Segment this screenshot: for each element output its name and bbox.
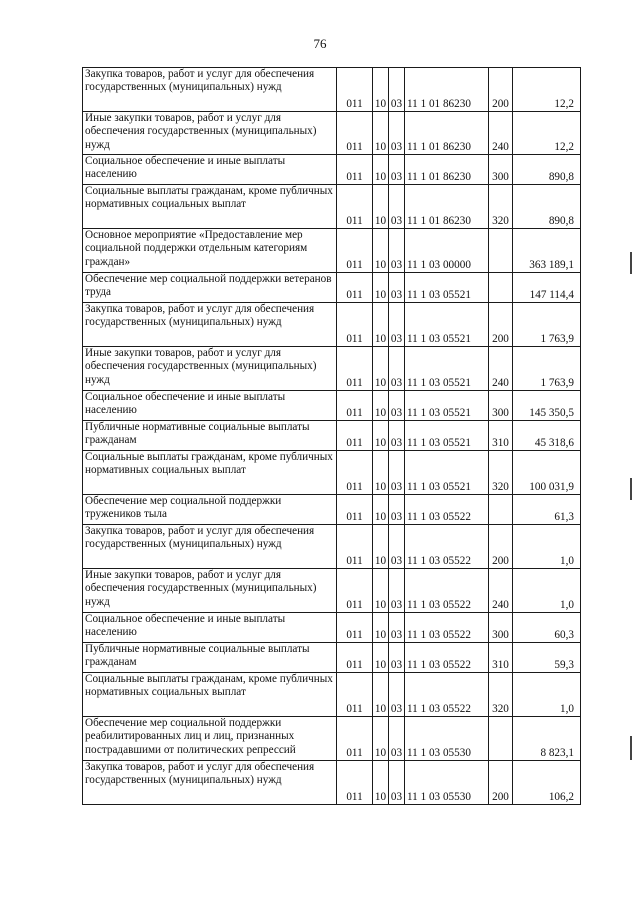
row-vr: 300	[489, 391, 513, 421]
row-vr: 200	[489, 525, 513, 569]
row-cs: 11 1 03 05521	[405, 391, 489, 421]
row-ved: 011	[337, 495, 373, 525]
row-rz: 10	[373, 613, 389, 643]
row-ved: 011	[337, 229, 373, 273]
row-sum: 12,2	[513, 112, 581, 155]
row-name	[83, 273, 337, 303]
table-row	[83, 613, 581, 643]
row-name	[83, 229, 337, 273]
row-name	[83, 569, 337, 613]
row-cs: 11 1 03 05530	[405, 717, 489, 761]
table-row	[83, 391, 581, 421]
row-ved: 011	[337, 155, 373, 185]
row-ved: 011	[337, 643, 373, 673]
row-vr	[489, 495, 513, 525]
row-rz: 10	[373, 68, 389, 112]
row-vr: 240	[489, 347, 513, 391]
row-rz: 10	[373, 347, 389, 391]
row-name-text: Социальные выплаты гражданам, кроме публичных нормативных социальных выплат	[85, 451, 333, 477]
table-row	[83, 421, 581, 451]
row-cs: 11 1 03 05522	[405, 673, 489, 717]
row-name-text: Социальное обеспечение и иные выплаты населению	[85, 155, 286, 181]
row-sum: 45 318,6	[513, 421, 581, 451]
table-row	[83, 185, 581, 229]
row-rz: 10	[373, 569, 389, 613]
row-sum: 1 763,9	[513, 347, 581, 391]
row-sum: 1,0	[513, 673, 581, 717]
row-pr: 03	[389, 303, 405, 347]
row-vr	[489, 717, 513, 761]
row-ved: 011	[337, 391, 373, 421]
row-cs: 11 1 03 05522	[405, 525, 489, 569]
scan-edge-mark	[630, 736, 632, 760]
row-cs: 11 1 03 05522	[405, 613, 489, 643]
table-row	[83, 717, 581, 761]
row-sum: 363 189,1	[513, 229, 581, 273]
row-pr: 03	[389, 229, 405, 273]
row-rz: 10	[373, 421, 389, 451]
table-row	[83, 303, 581, 347]
row-pr: 03	[389, 761, 405, 805]
row-pr: 03	[389, 673, 405, 717]
row-rz: 10	[373, 643, 389, 673]
row-cs: 11 1 03 05530	[405, 761, 489, 805]
row-vr: 320	[489, 185, 513, 229]
row-name	[83, 451, 337, 495]
row-name	[83, 643, 337, 673]
table-row	[83, 761, 581, 805]
row-name-text: Закупка товаров, работ и услуг для обеспечения государственных (муниципальных) нужд	[85, 525, 315, 551]
row-rz: 10	[373, 229, 389, 273]
row-vr: 310	[489, 643, 513, 673]
row-ved: 011	[337, 569, 373, 613]
row-ved: 011	[337, 273, 373, 303]
row-pr: 03	[389, 525, 405, 569]
row-vr: 200	[489, 761, 513, 805]
row-pr: 03	[389, 273, 405, 303]
row-rz: 10	[373, 185, 389, 229]
row-vr	[489, 273, 513, 303]
row-sum: 12,2	[513, 68, 581, 112]
row-ved: 011	[337, 717, 373, 761]
row-sum: 61,3	[513, 495, 581, 525]
row-rz: 10	[373, 112, 389, 155]
row-sum: 147 114,4	[513, 273, 581, 303]
row-name	[83, 68, 337, 112]
row-name-text: Публичные нормативные социальные выплаты гражданам	[85, 643, 310, 669]
row-rz: 10	[373, 273, 389, 303]
row-name	[83, 717, 337, 761]
row-name	[83, 673, 337, 717]
row-rz: 10	[373, 451, 389, 495]
row-sum: 106,2	[513, 761, 581, 805]
row-pr: 03	[389, 569, 405, 613]
row-cs: 11 1 01 86230	[405, 155, 489, 185]
row-vr: 300	[489, 613, 513, 643]
table-row	[83, 112, 581, 155]
row-sum: 890,8	[513, 185, 581, 229]
row-name-text: Обеспечение мер социальной поддержки ветеранов труда	[85, 273, 332, 299]
row-name-text: Обеспечение мер социальной поддержки реабилитированных лиц и лиц, признанных пострадавшими от политических репрессий	[85, 717, 296, 756]
row-name-text: Социальные выплаты гражданам, кроме публичных нормативных социальных выплат	[85, 185, 333, 211]
row-ved: 011	[337, 112, 373, 155]
row-pr: 03	[389, 391, 405, 421]
row-name-text: Обеспечение мер социальной поддержки тружеников тыла	[85, 495, 282, 521]
row-cs: 11 1 03 05521	[405, 347, 489, 391]
row-ved: 011	[337, 525, 373, 569]
row-sum: 59,3	[513, 643, 581, 673]
row-vr: 320	[489, 673, 513, 717]
row-rz: 10	[373, 391, 389, 421]
row-cs: 11 1 01 86230	[405, 185, 489, 229]
row-pr: 03	[389, 68, 405, 112]
row-ved: 011	[337, 185, 373, 229]
row-cs: 11 1 03 05521	[405, 303, 489, 347]
row-pr: 03	[389, 112, 405, 155]
row-name-text: Публичные нормативные социальные выплаты гражданам	[85, 421, 310, 447]
scan-edge-mark	[630, 478, 632, 500]
row-vr: 310	[489, 421, 513, 451]
row-ved: 011	[337, 673, 373, 717]
row-vr: 240	[489, 569, 513, 613]
row-name-text: Закупка товаров, работ и услуг для обеспечения государственных (муниципальных) нужд	[85, 68, 315, 94]
row-sum: 1 763,9	[513, 303, 581, 347]
table-row	[83, 451, 581, 495]
row-name	[83, 613, 337, 643]
row-ved: 011	[337, 451, 373, 495]
row-rz: 10	[373, 495, 389, 525]
table-row	[83, 569, 581, 613]
table-row	[83, 643, 581, 673]
scan-edge-mark	[630, 252, 632, 274]
row-cs: 11 1 01 86230	[405, 68, 489, 112]
row-pr: 03	[389, 155, 405, 185]
row-rz: 10	[373, 761, 389, 805]
row-cs: 11 1 03 05521	[405, 421, 489, 451]
row-name	[83, 495, 337, 525]
row-vr: 320	[489, 451, 513, 495]
table-row	[83, 273, 581, 303]
row-pr: 03	[389, 643, 405, 673]
row-pr: 03	[389, 613, 405, 643]
table-row	[83, 155, 581, 185]
row-sum: 145 350,5	[513, 391, 581, 421]
row-pr: 03	[389, 451, 405, 495]
row-ved: 011	[337, 303, 373, 347]
table-row	[83, 525, 581, 569]
table-row	[83, 495, 581, 525]
row-sum: 8 823,1	[513, 717, 581, 761]
row-rz: 10	[373, 303, 389, 347]
row-name	[83, 761, 337, 805]
row-rz: 10	[373, 525, 389, 569]
row-name	[83, 347, 337, 391]
row-name-text: Закупка товаров, работ и услуг для обеспечения государственных (муниципальных) нужд	[85, 761, 315, 787]
row-name	[83, 155, 337, 185]
row-name-text: Социальное обеспечение и иные выплаты населению	[85, 613, 286, 639]
row-cs: 11 1 03 05522	[405, 643, 489, 673]
row-cs: 11 1 01 86230	[405, 112, 489, 155]
row-pr: 03	[389, 421, 405, 451]
row-name	[83, 391, 337, 421]
row-cs: 11 1 03 05521	[405, 451, 489, 495]
row-vr: 200	[489, 68, 513, 112]
budget-table	[82, 67, 581, 805]
row-sum: 1,0	[513, 569, 581, 613]
table-row	[83, 347, 581, 391]
row-name	[83, 112, 337, 155]
page-number: 76	[313, 36, 327, 51]
row-pr: 03	[389, 185, 405, 229]
row-name	[83, 303, 337, 347]
row-ved: 011	[337, 421, 373, 451]
row-cs: 11 1 03 05521	[405, 273, 489, 303]
row-name	[83, 525, 337, 569]
table-row	[83, 673, 581, 717]
row-ved: 011	[337, 613, 373, 643]
row-cs: 11 1 03 05522	[405, 495, 489, 525]
row-vr	[489, 229, 513, 273]
table-row	[83, 229, 581, 273]
row-rz: 10	[373, 155, 389, 185]
row-name-text: Социальное обеспечение и иные выплаты населению	[85, 391, 286, 417]
row-name	[83, 185, 337, 229]
row-ved: 011	[337, 68, 373, 112]
row-pr: 03	[389, 347, 405, 391]
row-cs: 11 1 03 00000	[405, 229, 489, 273]
row-name-text: Основное мероприятие «Предоставление мер социальной поддержки отдельным категориям граждан»	[85, 229, 308, 268]
row-sum: 890,8	[513, 155, 581, 185]
row-vr: 300	[489, 155, 513, 185]
row-name-text: Закупка товаров, работ и услуг для обеспечения государственных (муниципальных) нужд	[85, 303, 315, 329]
table-row	[83, 68, 581, 112]
row-sum: 60,3	[513, 613, 581, 643]
row-sum: 1,0	[513, 525, 581, 569]
row-sum: 100 031,9	[513, 451, 581, 495]
row-rz: 10	[373, 717, 389, 761]
row-rz: 10	[373, 673, 389, 717]
table-body	[83, 68, 581, 805]
row-vr: 200	[489, 303, 513, 347]
row-vr: 240	[489, 112, 513, 155]
row-ved: 011	[337, 347, 373, 391]
row-pr: 03	[389, 717, 405, 761]
row-pr: 03	[389, 495, 405, 525]
row-ved: 011	[337, 761, 373, 805]
row-name-text: Социальные выплаты гражданам, кроме публичных нормативных социальных выплат	[85, 673, 333, 699]
row-cs: 11 1 03 05522	[405, 569, 489, 613]
row-name-text: Иные закупки товаров, работ и услуг для обеспечения государственных (муниципальных) нужд	[85, 569, 317, 608]
row-name-text: Иные закупки товаров, работ и услуг для обеспечения государственных (муниципальных) нужд	[85, 347, 317, 386]
row-name	[83, 421, 337, 451]
row-name-text: Иные закупки товаров, работ и услуг для обеспечения государственных (муниципальных) нужд	[85, 112, 317, 151]
